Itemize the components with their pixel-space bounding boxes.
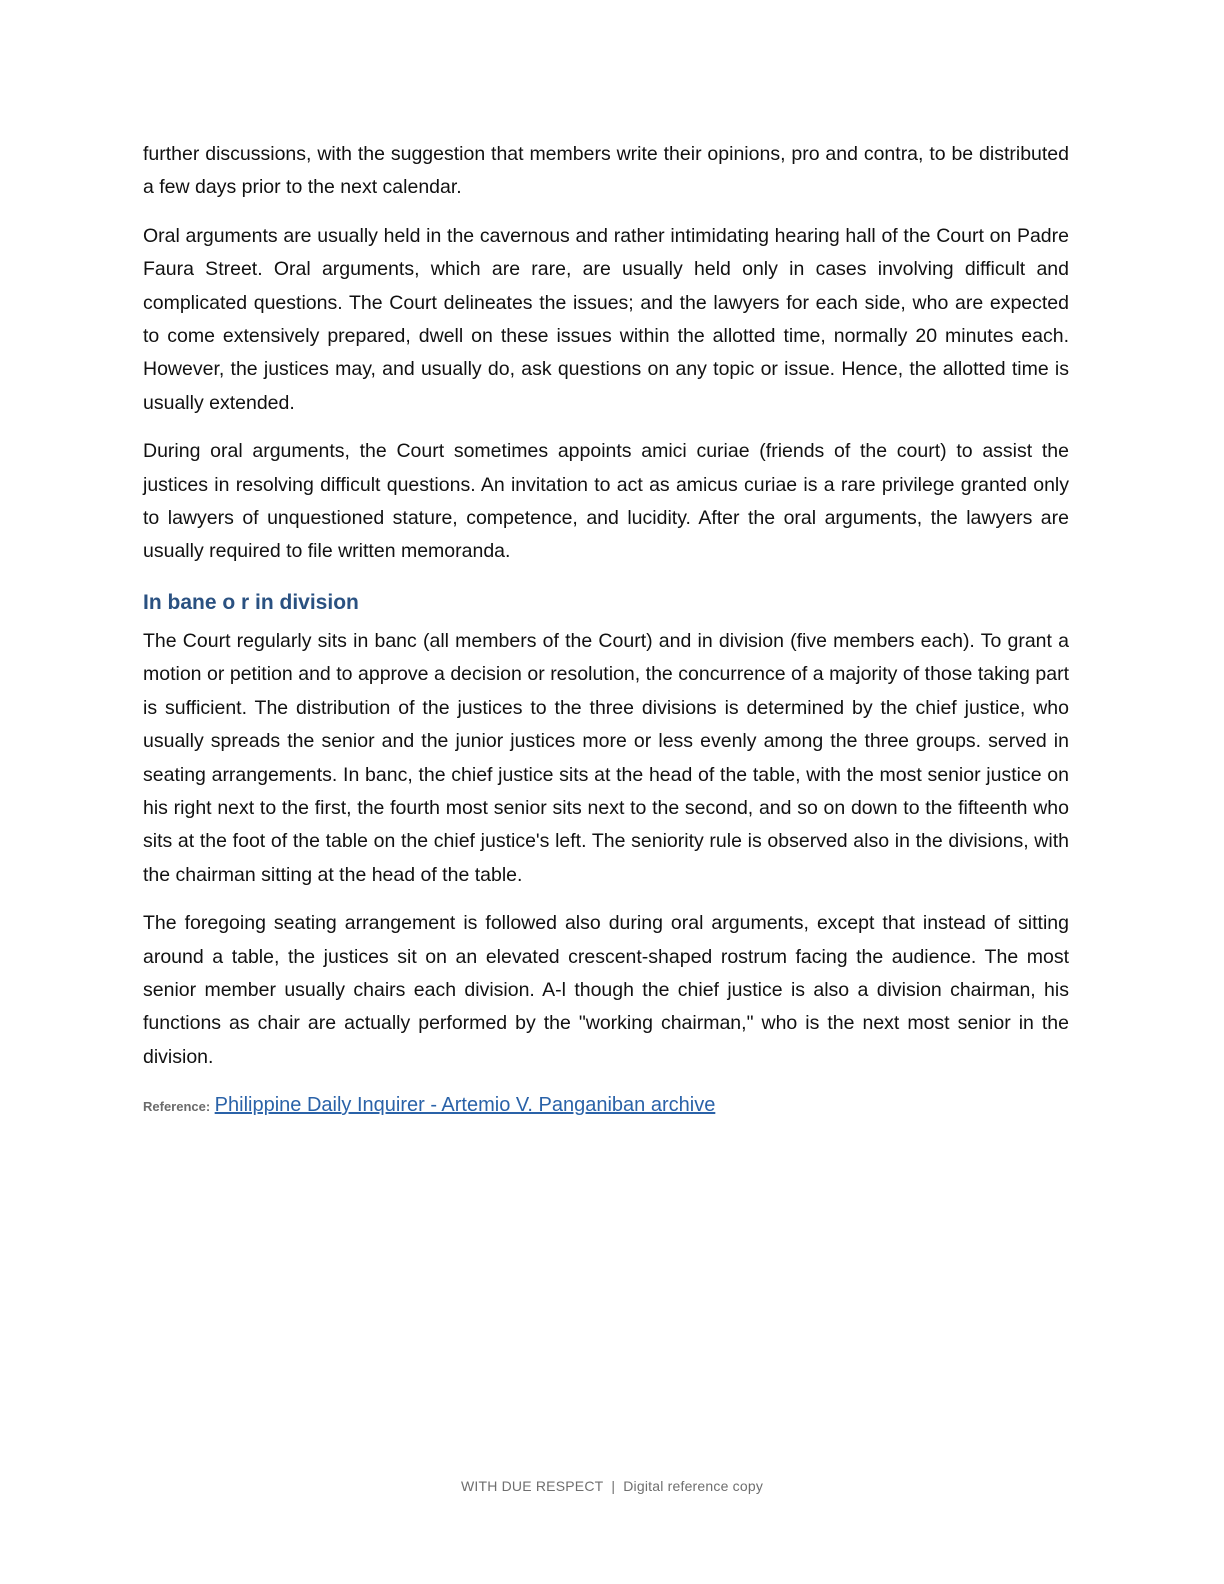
section-heading: In bane o r in division — [143, 590, 359, 614]
reference-label: Reference: — [143, 1099, 211, 1115]
document-body — [143, 138, 1069, 1123]
reference-link[interactable]: Philippine Daily Inquirer - Artemio V. Panganiban archive — [214, 1094, 716, 1117]
reference-line — [143, 1089, 1069, 1123]
body-paragraph: During oral arguments, the Court sometimes appoints amici curiae (friends of the court) to assist the justices in resolving difficult questions. An invitation to act as amicus curiae is a rare privilege granted only to lawyers of unquestioned stature, competence, and lucidity. After the oral arguments, the lawyers are usually required to file written memoranda. — [143, 440, 1069, 563]
body-paragraph: Oral arguments are usually held in the cavernous and rather intimidating hearing hall of the Court on Padre Faura Street. Oral arguments, which are rare, are usually held only in cases involving difficult and complicated questions. The Court delineates the issues; and the lawyers for each side, who are expected to come extensively prepared, dwell on these issues within the allotted time, normally 20 minutes each. However, the justices may, and usually do, ask questions on any topic or issue. Hence, the allotted time is usually extended. — [143, 224, 1069, 414]
footer-separator: | — [611, 1478, 616, 1494]
footer-subtitle: Digital reference copy — [623, 1478, 764, 1494]
body-paragraph: further discussions, with the suggestion that members write their opinions, pro and contra, to be distributed a few days prior to the next calendar. — [143, 143, 1069, 199]
footer-title: WITH DUE RESPECT — [460, 1478, 604, 1494]
body-paragraph: The Court regularly sits in banc (all members of the Court) and in division (five members each). To grant a motion or petition and to approve a decision or resolution, the concurrence of a majority of those taking part is sufficient. The distribution of the justices to the three divisions is determined by the chief justice, who usually spreads the senior and the junior justices more or less evenly among the three groups. served in seating arrangements. In banc, the chief justice sits at the head of the table, with the most senior justice on his right next to the first, the fourth most senior sits next to the second, and so on down to the fifteenth who sits at the foot of the table on the chief justice's left. The seniority rule is observed also in the divisions, with the chairman sitting at the head of the table. — [143, 629, 1069, 886]
body-paragraph: The foregoing seating arrangement is followed also during oral arguments, except that instead of sitting around a table, the justices sit on an elevated crescent-shaped rostrum facing the audience. The most senior member usually chairs each division. A-l though the chief justice is also a division chairman, his functions as chair are actually performed by the "working chairman," who is the next most senior in the division. — [143, 912, 1069, 1068]
page-footer — [0, 1478, 1224, 1494]
